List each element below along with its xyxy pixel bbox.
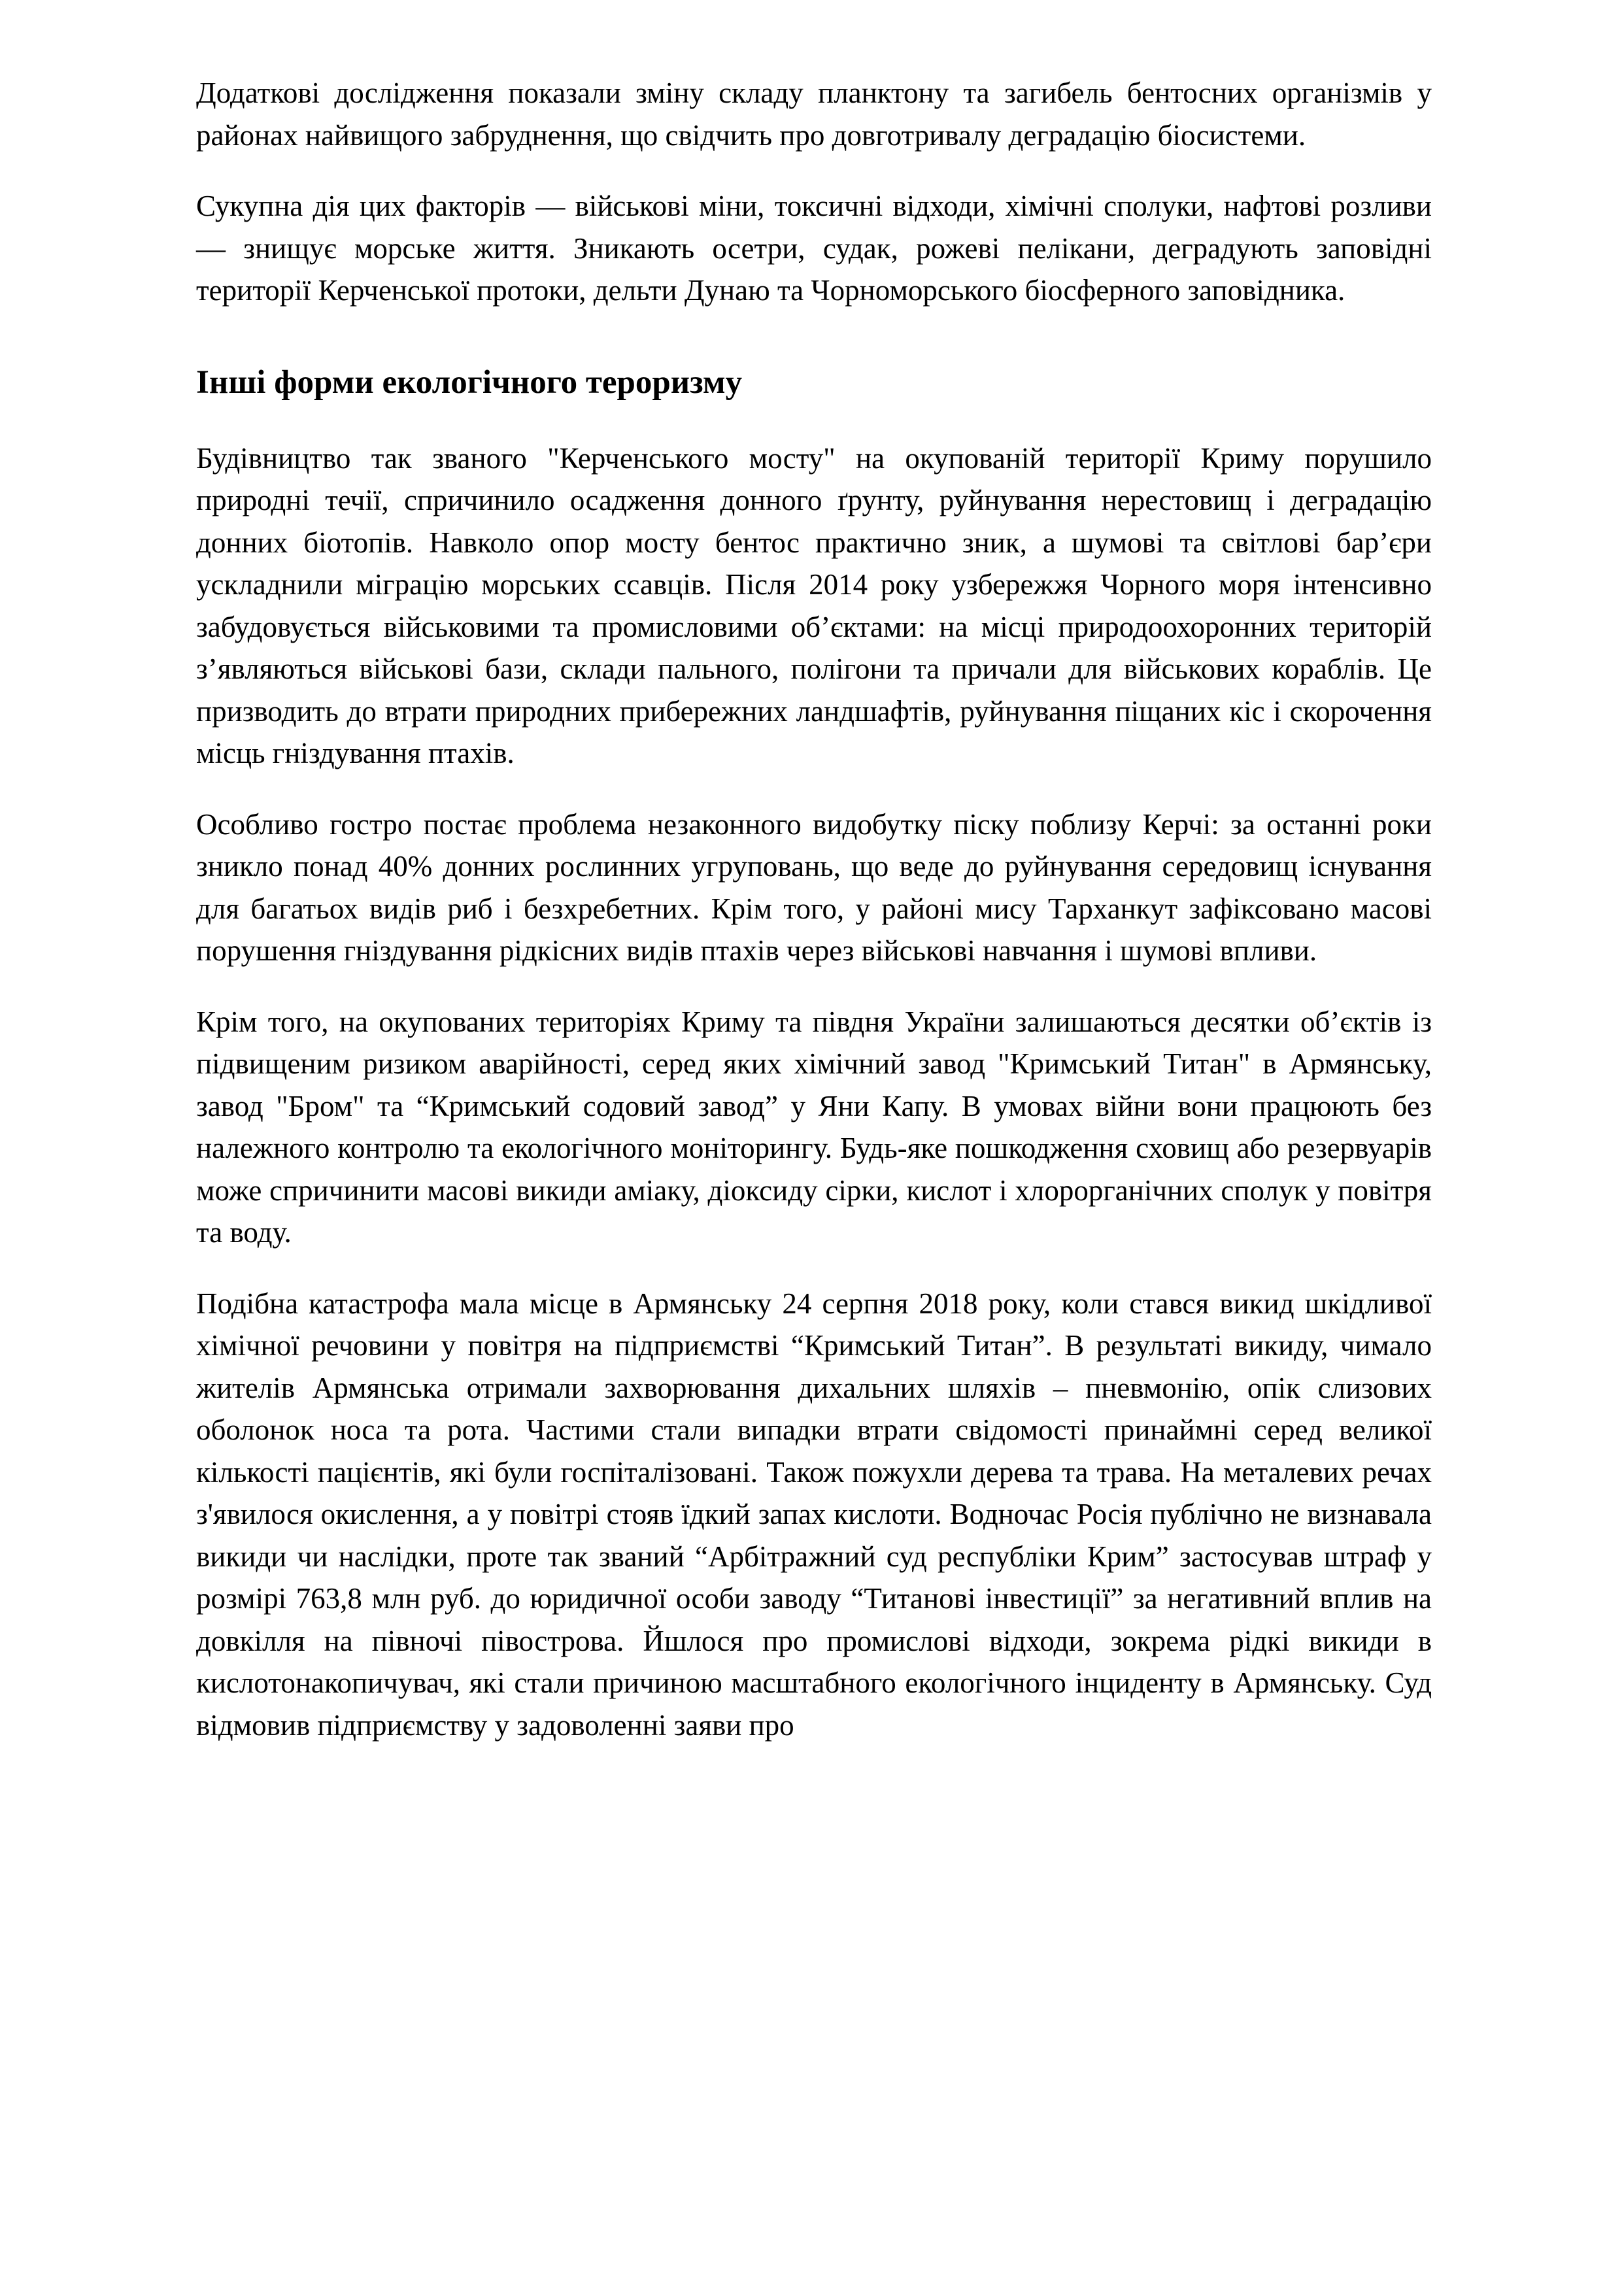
document-page — [196, 72, 1432, 1775]
paragraph-plankton-study: Додаткові дослідження показали зміну складу планктону та загибель бентосних організмів у районах найвищого забруднення, що свідчить про довготривалу деградацію біосистеми. — [196, 76, 1432, 152]
paragraph-kerch-bridge: Будівництво так званого "Керченського мосту" на окупованій території Криму порушило природні течії, спричинило осадження донного ґрунту, руйнування нерестовищ і деградацію донних біотопів. Навколо опор мосту бентос практично зник, а шумові та світлові бар’єри ускладнили міграцію морських ссавців. Після 2014 року узбережжя Чорного моря інтенсивно забудовується військовими та промисловими об’єктами: на місці природоохоронних територій з’являються військові бази, склади пального, полігони та причали для військових кораблів. Це призводить до втрати природних прибережних ландшафтів, руйнування піщаних кіс і скорочення місць гніздування птахів. — [196, 441, 1432, 769]
paragraph-combined-factors: Сукупна дія цих факторів — військові міни, токсичні відходи, хімічні сполуки, нафтові розливи — знищує морське життя. Зникають осетри, судак, рожеві пелікани, деградують заповідні території Керченської протоки, дельти Дунаю та Чорноморського біосферного заповідника. — [196, 190, 1432, 307]
paragraph-sand-mining: Особливо гостро постає проблема незаконного видобутку піску поблизу Керчі: за останні роки зникло понад 40% донних рослинних угруповань, що веде до руйнування середовищ існування для багатьох видів риб і безхребетних. Крім того, у районі мису Тарханкут зафіксовано масові порушення гніздування рідкісних видів птахів через військові навчання і шумові впливи. — [196, 807, 1432, 967]
section-heading: Інші форми екологічного тероризму — [196, 363, 743, 401]
paragraph-hazardous-plants: Крім того, на окупованих територіях Криму та півдня України залишаються десятки об’єктів із підвищеним ризиком аварійності, серед яких хімічний завод "Кримський Титан" в Армянську, завод "Бром" та “Кримський содовий завод” у Яни Капу. В умовах війни вони працюють без належного контролю та екологічного моніторингу. Будь-яке пошкодження сховищ або резервуарів може спричинити масові викиди аміаку, діоксиду сірки, кислот і хлорорганічних сполук у повітря та воду. — [196, 1005, 1432, 1249]
paragraph-armyansk-disaster: Подібна катастрофа мала місце в Армянську 24 серпня 2018 року, коли стався викид шкідливої хімічної речовини у повітря на підприємстві “Кримський Титан”. В результаті викиду, чимало жителів Армянська отримали захворювання дихальних шляхів – пневмонію, опік слизових оболонок носа та рота. Частими стали випадки втрати свідомості принаймні серед великої кількості пацієнтів, які були госпіталізовані. Також пожухли дерева та трава. На металевих речах з'явилося окислення, а у повітрі стояв їдкий запах кислоти. Водночас Росія публічно не визнавала викиди чи наслідки, проте так званий “Арбітражний суд республіки Крим” застосував штраф у розмірі 763,8 млн руб. до юридичної особи заводу “Титанові інвестиції” за негативний вплив на довкілля на півночі півострова. Йшлося про промислові відходи, зокрема рідкі викиди в кислотонакопичувач, які стали причиною масштабного екологічного інциденту в Армянську. Суд відмовив підприємству у задоволенні заяви про — [196, 1287, 1432, 1742]
